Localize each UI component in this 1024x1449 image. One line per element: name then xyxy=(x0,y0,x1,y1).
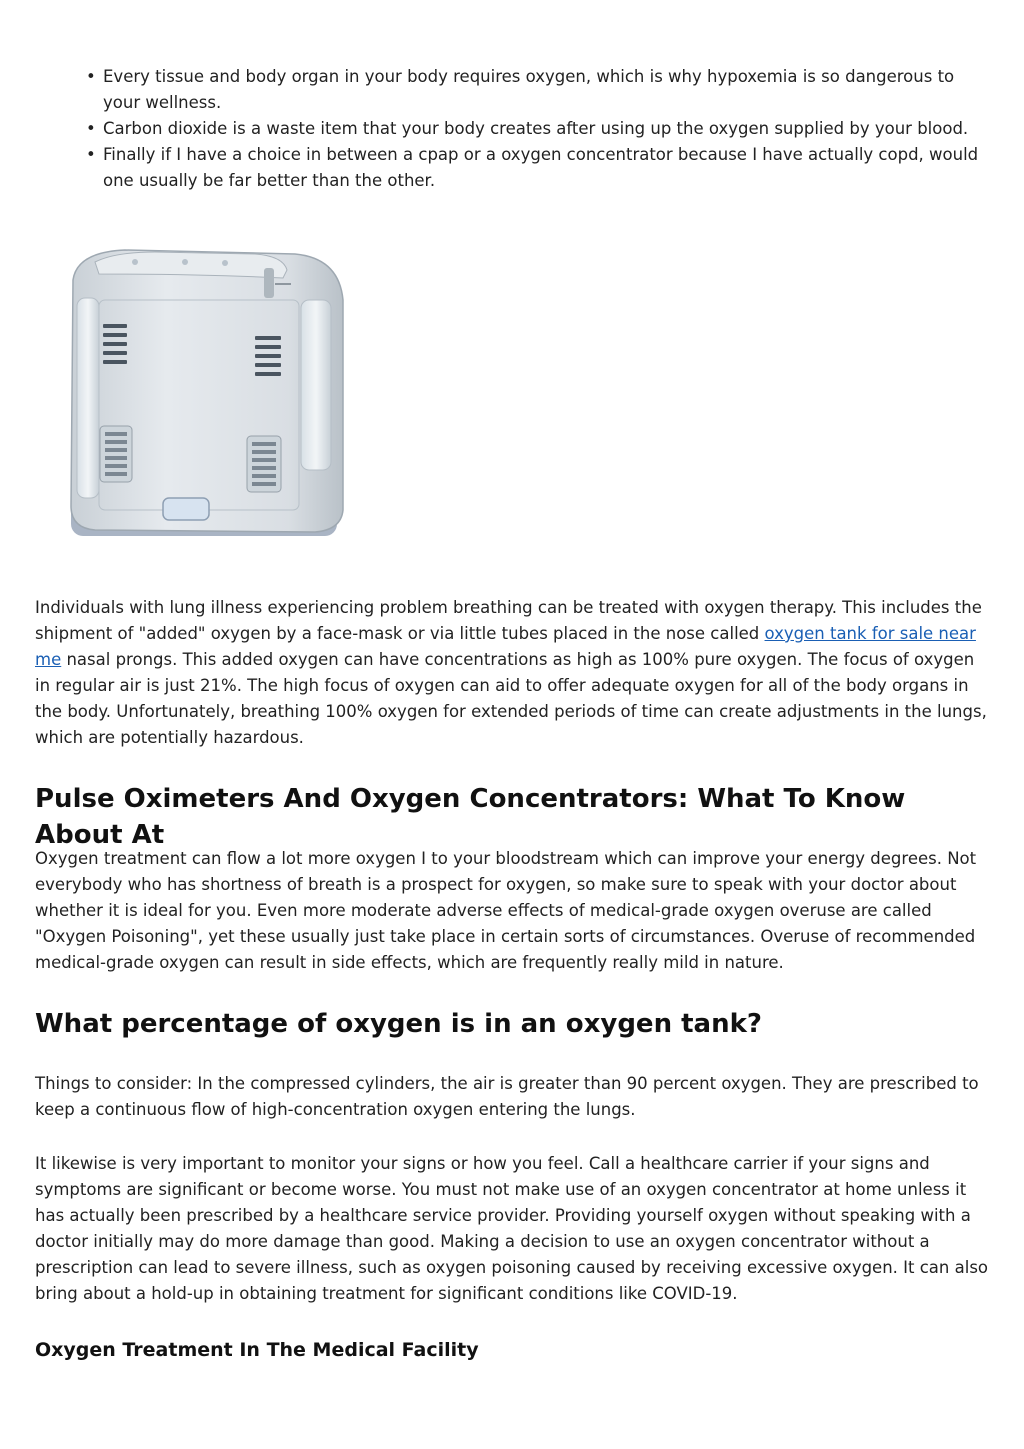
oxygen-tank-link[interactable]: oxygen tank for sale near me xyxy=(35,624,976,669)
body-paragraph: Oxygen treatment can flow a lot more oxygen I to your bloodstream which can improve your energy degrees. Not everybody who has shortness of breath is a prospect for oxygen, so make sure to speak with your doctor about whether it is ideal for you. Even more moderate adverse effects of medical-grade oxygen overuse are called "Oxygen Poisoning", yet these usually just take place in certain sorts of circumstances. Overuse of recommended medical-grade oxygen can result in side effects, which are frequently really mild in nature. xyxy=(35,849,977,972)
paragraph-text: Individuals with lung illness experiencing problem breathing can be treated with oxygen therapy. This includes the shipment of "added" oxygen by a face-mask or via little tubes placed in the nose called xyxy=(35,598,982,643)
list-item: • Carbon dioxide is a waste item that your body creates after using up the oxygen supplied by your blood. xyxy=(86,116,986,142)
paragraph-text: nasal prongs. This added oxygen can have concentrations as high as 100% pure oxygen. The focus of oxygen in regular air is just 21%. The high focus of oxygen can aid to offer adequate oxygen for all of the body organs in the body. Unfortunately, breathing 100% oxygen for extended periods of time can create adjustments in the lungs, which are potentially hazardous. xyxy=(35,650,987,747)
body-paragraph: It likewise is very important to monitor your signs or how you feel. Call a healthcare carrier if your signs and symptoms are significant or become worse. You must not make use of an oxygen concentrator at home unless it has actually been prescribed by a healthcare service provider. Providing yourself oxygen without speaking with a doctor initially may do more damage than good. Making a decision to use an oxygen concentrator without a prescription can lead to severe illness, such as oxygen poisoning caused by receiving excessive oxygen. It can also bring about a hold-up in obtaining treatment for significant conditions like COVID-19. xyxy=(35,1154,989,1303)
list-item: • Finally if I have a choice in between a cpap or a oxygen concentrator because I have actually copd, would one usually be far better than the other. xyxy=(86,142,986,194)
section-heading: Pulse Oximeters And Oxygen Concentrators: What To Know About At xyxy=(35,784,906,850)
subsection-heading: Oxygen Treatment In The Medical Facility xyxy=(35,1339,479,1361)
body-paragraph: Things to consider: In the compressed cylinders, the air is greater than 90 percent oxygen. They are prescribed to keep a continuous flow of high-concentration oxygen entering the lungs. xyxy=(35,1074,979,1119)
section-heading: What percentage of oxygen is in an oxygen tank? xyxy=(35,1009,762,1039)
oxygen-concentrator-image xyxy=(55,240,355,550)
body-paragraph xyxy=(35,595,993,751)
list-item: • Every tissue and body organ in your body requires oxygen, which is why hypoxemia is so dangerous to your wellness. xyxy=(86,64,986,116)
bullet-list xyxy=(86,64,986,194)
